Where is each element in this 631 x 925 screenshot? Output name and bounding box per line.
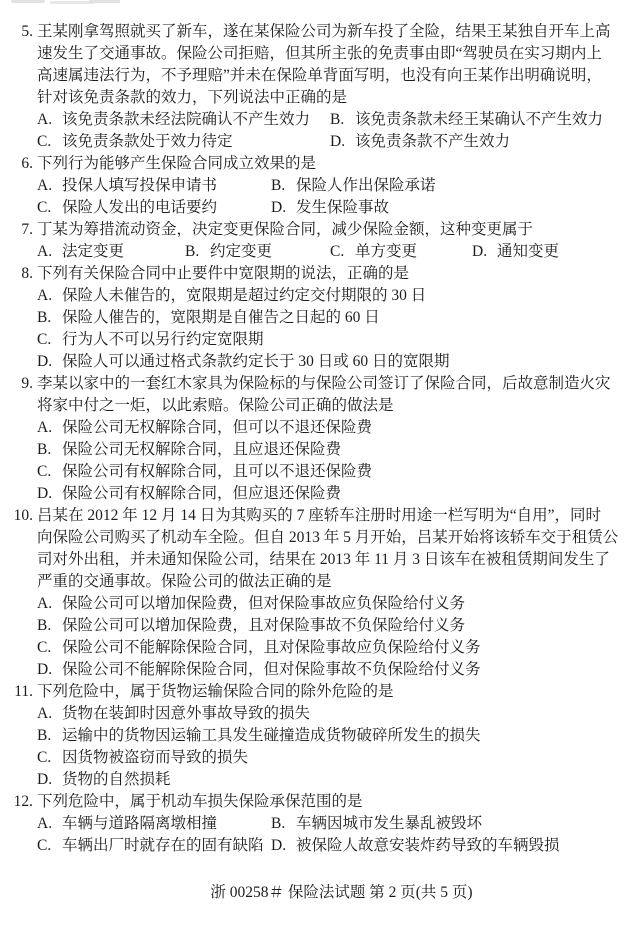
option-text: 车辆出厂时就存在的固有缺陷 [62,837,264,854]
option [185,241,330,263]
question [10,219,625,263]
question [10,21,625,153]
option [37,725,481,747]
option-text: 该免责条款处于效力待定 [62,133,233,150]
question [10,373,625,505]
option-text: 货物的自然损耗 [62,771,171,788]
question-body [37,505,625,681]
option-text: 保险人可以通过格式条款约定长于 30 日或 60 日的宽限期 [62,353,450,370]
question-body [37,153,625,219]
option-label: A. [37,595,53,612]
option-row [37,637,625,659]
option-text: 被保险人故意安装炸药导致的车辆毁损 [296,837,560,854]
option-text: 该免责条款未经法院确认不产生效力 [62,111,311,128]
question-body [37,681,625,791]
option-label: B. [271,815,286,832]
option-row [37,175,625,197]
option [37,769,171,791]
question-stem-line: 下列危险中，属于机动车损失保险承保范围的是 [37,793,363,810]
question-stem-line: 向保险公司购买了机动车全险。但自 2013 年 5 月开始，吕某开始将该轿车交于租赁公 [37,529,619,546]
option [271,813,482,835]
option-text: 保险人未催告的，宽限期是超过约定交付期限的 30 日 [62,287,427,304]
question-number: 12. [13,793,33,810]
question-stem-line: 王某刚拿驾照就买了新车，遂在某保险公司为新车投了全险，结果王某独自开车上高 [37,23,611,40]
option [37,461,372,483]
page-footer: 浙 00258＃ 保险法试题 第 2 页(共 5 页) [210,884,473,901]
option-label: A. [37,243,53,260]
option-label: D. [37,353,53,370]
option-label: D. [37,485,53,502]
option-row [37,439,625,461]
question-number: 7. [21,221,33,238]
option-label: C. [37,199,52,216]
option-row [37,593,625,615]
option-label: D. [37,661,53,678]
question-body [37,219,625,263]
option-text: 保险公司可以增加保险费，但对保险事故应负保险给付义务 [62,595,466,612]
question-stem-line: 严重的交通事故。保险公司的做法正确的是 [37,573,332,590]
option-row [37,285,625,307]
option [37,637,481,659]
question-stem-line: 李某以家中的一套红木家具为保险标的与保险公司签订了保险合同，后故意制造火灾 [37,375,611,392]
question-stem-line: 丁某为筹措流动资金，决定变更保险合同，减少保险金额，这种变更属于 [37,221,534,238]
option-text: 约定变更 [210,243,273,260]
option-label: A. [37,287,53,304]
option-label: D. [271,199,287,216]
option-text: 保险公司可以增加保险费，且对保险事故不负保险给付义务 [62,617,466,634]
option-text: 投保人填写投保申请书 [62,177,218,194]
option-text: 保险公司不能解除保险合同，且对保险事故应负保险给付义务 [62,639,481,656]
option-text: 保险公司有权解除合同，且可以不退还保险费 [62,463,373,480]
option [37,703,310,725]
option-row [37,835,625,857]
question-number: 8. [21,265,33,282]
option-text: 该免责条款不产生效力 [355,133,511,150]
option-text: 保险公司有权解除合同，但应退还保险费 [62,485,342,502]
option [37,307,380,329]
option [37,131,330,153]
question [10,505,625,681]
option-label: C. [37,837,52,854]
option [330,241,472,263]
option-label: B. [37,441,52,458]
option-text: 该免责条款未经王某确认不产生效力 [355,111,604,128]
option [37,197,271,219]
option-label: B. [330,111,345,128]
option-row [37,461,625,483]
option [37,813,271,835]
option [37,747,248,769]
option [37,659,481,681]
option [271,197,389,219]
option-row [37,417,625,439]
option-text: 发生保险事故 [296,199,390,216]
option-label: A. [37,705,53,722]
option [37,835,271,857]
question [10,153,625,219]
question-stem-line: 速发生了交通事故。保险公司拒赔，但其所主张的免责事由即“驾驶员在实习期内上 [37,45,602,62]
option-row [37,483,625,505]
question-number: 10. [13,507,33,524]
option-label: A. [37,815,53,832]
option-label: B. [271,177,286,194]
option-label: B. [37,727,52,744]
option-text: 因货物被盗窃而导致的损失 [62,749,249,766]
option-row [37,131,625,153]
question-stem-line: 针对该免责条款的效力，下列说法中正确的是 [37,89,348,106]
option [330,131,510,153]
question [10,791,625,857]
option-row [37,725,625,747]
option-label: B. [37,617,52,634]
option [37,615,465,637]
option-label: C. [37,749,52,766]
option-row [37,769,625,791]
question-number: 6. [21,155,33,172]
option-text: 法定变更 [62,243,125,260]
option [37,483,341,505]
question-stem-line: 司对外出租，并未通知保险公司，结果在 2013 年 11 月 3 日该车在被租赁期间发生了 [37,551,610,568]
option-text: 保险公司无权解除合同，但可以不退还保险费 [62,419,373,436]
option-row [37,703,625,725]
option-text: 运输中的货物因运输工具发生碰撞造成货物破碎所发生的损失 [62,727,481,744]
option [37,175,271,197]
question-stem-line: 下列有关保险合同中止要件中宽限期的说法，正确的是 [37,265,410,282]
option-text: 行为人不可以另行约定宽限期 [62,331,264,348]
option-label: D. [330,133,346,150]
option-text: 通知变更 [497,243,560,260]
option-row [37,329,625,351]
option [37,285,426,307]
option-label: B. [185,243,200,260]
option-row [37,659,625,681]
option-text: 保险公司无权解除合同，且应退还保险费 [62,441,342,458]
option-label: C. [37,331,52,348]
option-label: C. [37,133,52,150]
option-text: 保险人发出的电话要约 [62,199,218,216]
option-text: 保险人催告的，宽限期是自催告之日起的 60 日 [62,309,380,326]
option [330,109,603,131]
question-stem-line: 下列危险中，属于货物运输保险合同的除外危险的是 [37,683,394,700]
option [37,593,465,615]
question-number: 5. [21,23,33,40]
option [37,109,330,131]
option-row [37,241,625,263]
option [37,329,264,351]
question-stem-line: 吕某在 2012 年 12 月 14 日为其购买的 7 座轿车注册时用途一栏写明为“自用”，同时 [37,507,602,524]
question-stem-line: 将家中付之一炬，以此索赔。保险公司正确的做法是 [37,397,394,414]
option [37,417,372,439]
question-body [37,263,625,373]
option [271,835,560,857]
option-row [37,109,625,131]
option-text: 车辆与道路隔离墩相撞 [62,815,218,832]
questions-container [10,21,625,857]
option-row [37,813,625,835]
option-row [37,351,625,373]
option-label: A. [37,111,53,128]
option-text: 保险人作出保险承诺 [296,177,436,194]
option [37,439,341,461]
question [10,681,625,791]
question-body [37,373,625,505]
option-row [37,747,625,769]
option-label: C. [37,463,52,480]
option-label: D. [472,243,488,260]
question-stem-line: 下列行为能够产生保险合同成立效果的是 [37,155,317,172]
option-text: 单方变更 [355,243,418,260]
option-text: 货物在装卸时因意外事故导致的损失 [62,705,311,722]
option [37,241,185,263]
question-body [37,791,625,857]
question-number: 11. [14,683,33,700]
option-row [37,307,625,329]
question-body [37,21,625,153]
option-label: C. [37,639,52,656]
option [37,351,450,373]
option-label: A. [37,177,53,194]
option-text: 车辆因城市发生暴乱被毁坏 [296,815,483,832]
option-label: C. [330,243,345,260]
option-label: D. [271,837,287,854]
option-label: B. [37,309,52,326]
option-text: 保险公司不能解除保险合同，但对保险事故不负保险给付义务 [62,661,481,678]
option [271,175,436,197]
option-row [37,615,625,637]
question [10,263,625,373]
option-row [37,197,625,219]
option-label: A. [37,419,53,436]
option [472,241,559,263]
option-label: D. [37,771,53,788]
question-number: 9. [21,375,33,392]
question-stem-line: 高速属违法行为，不予理赔”并未在保险单背面写明，也没有向王某作出明确说明， [37,67,602,84]
